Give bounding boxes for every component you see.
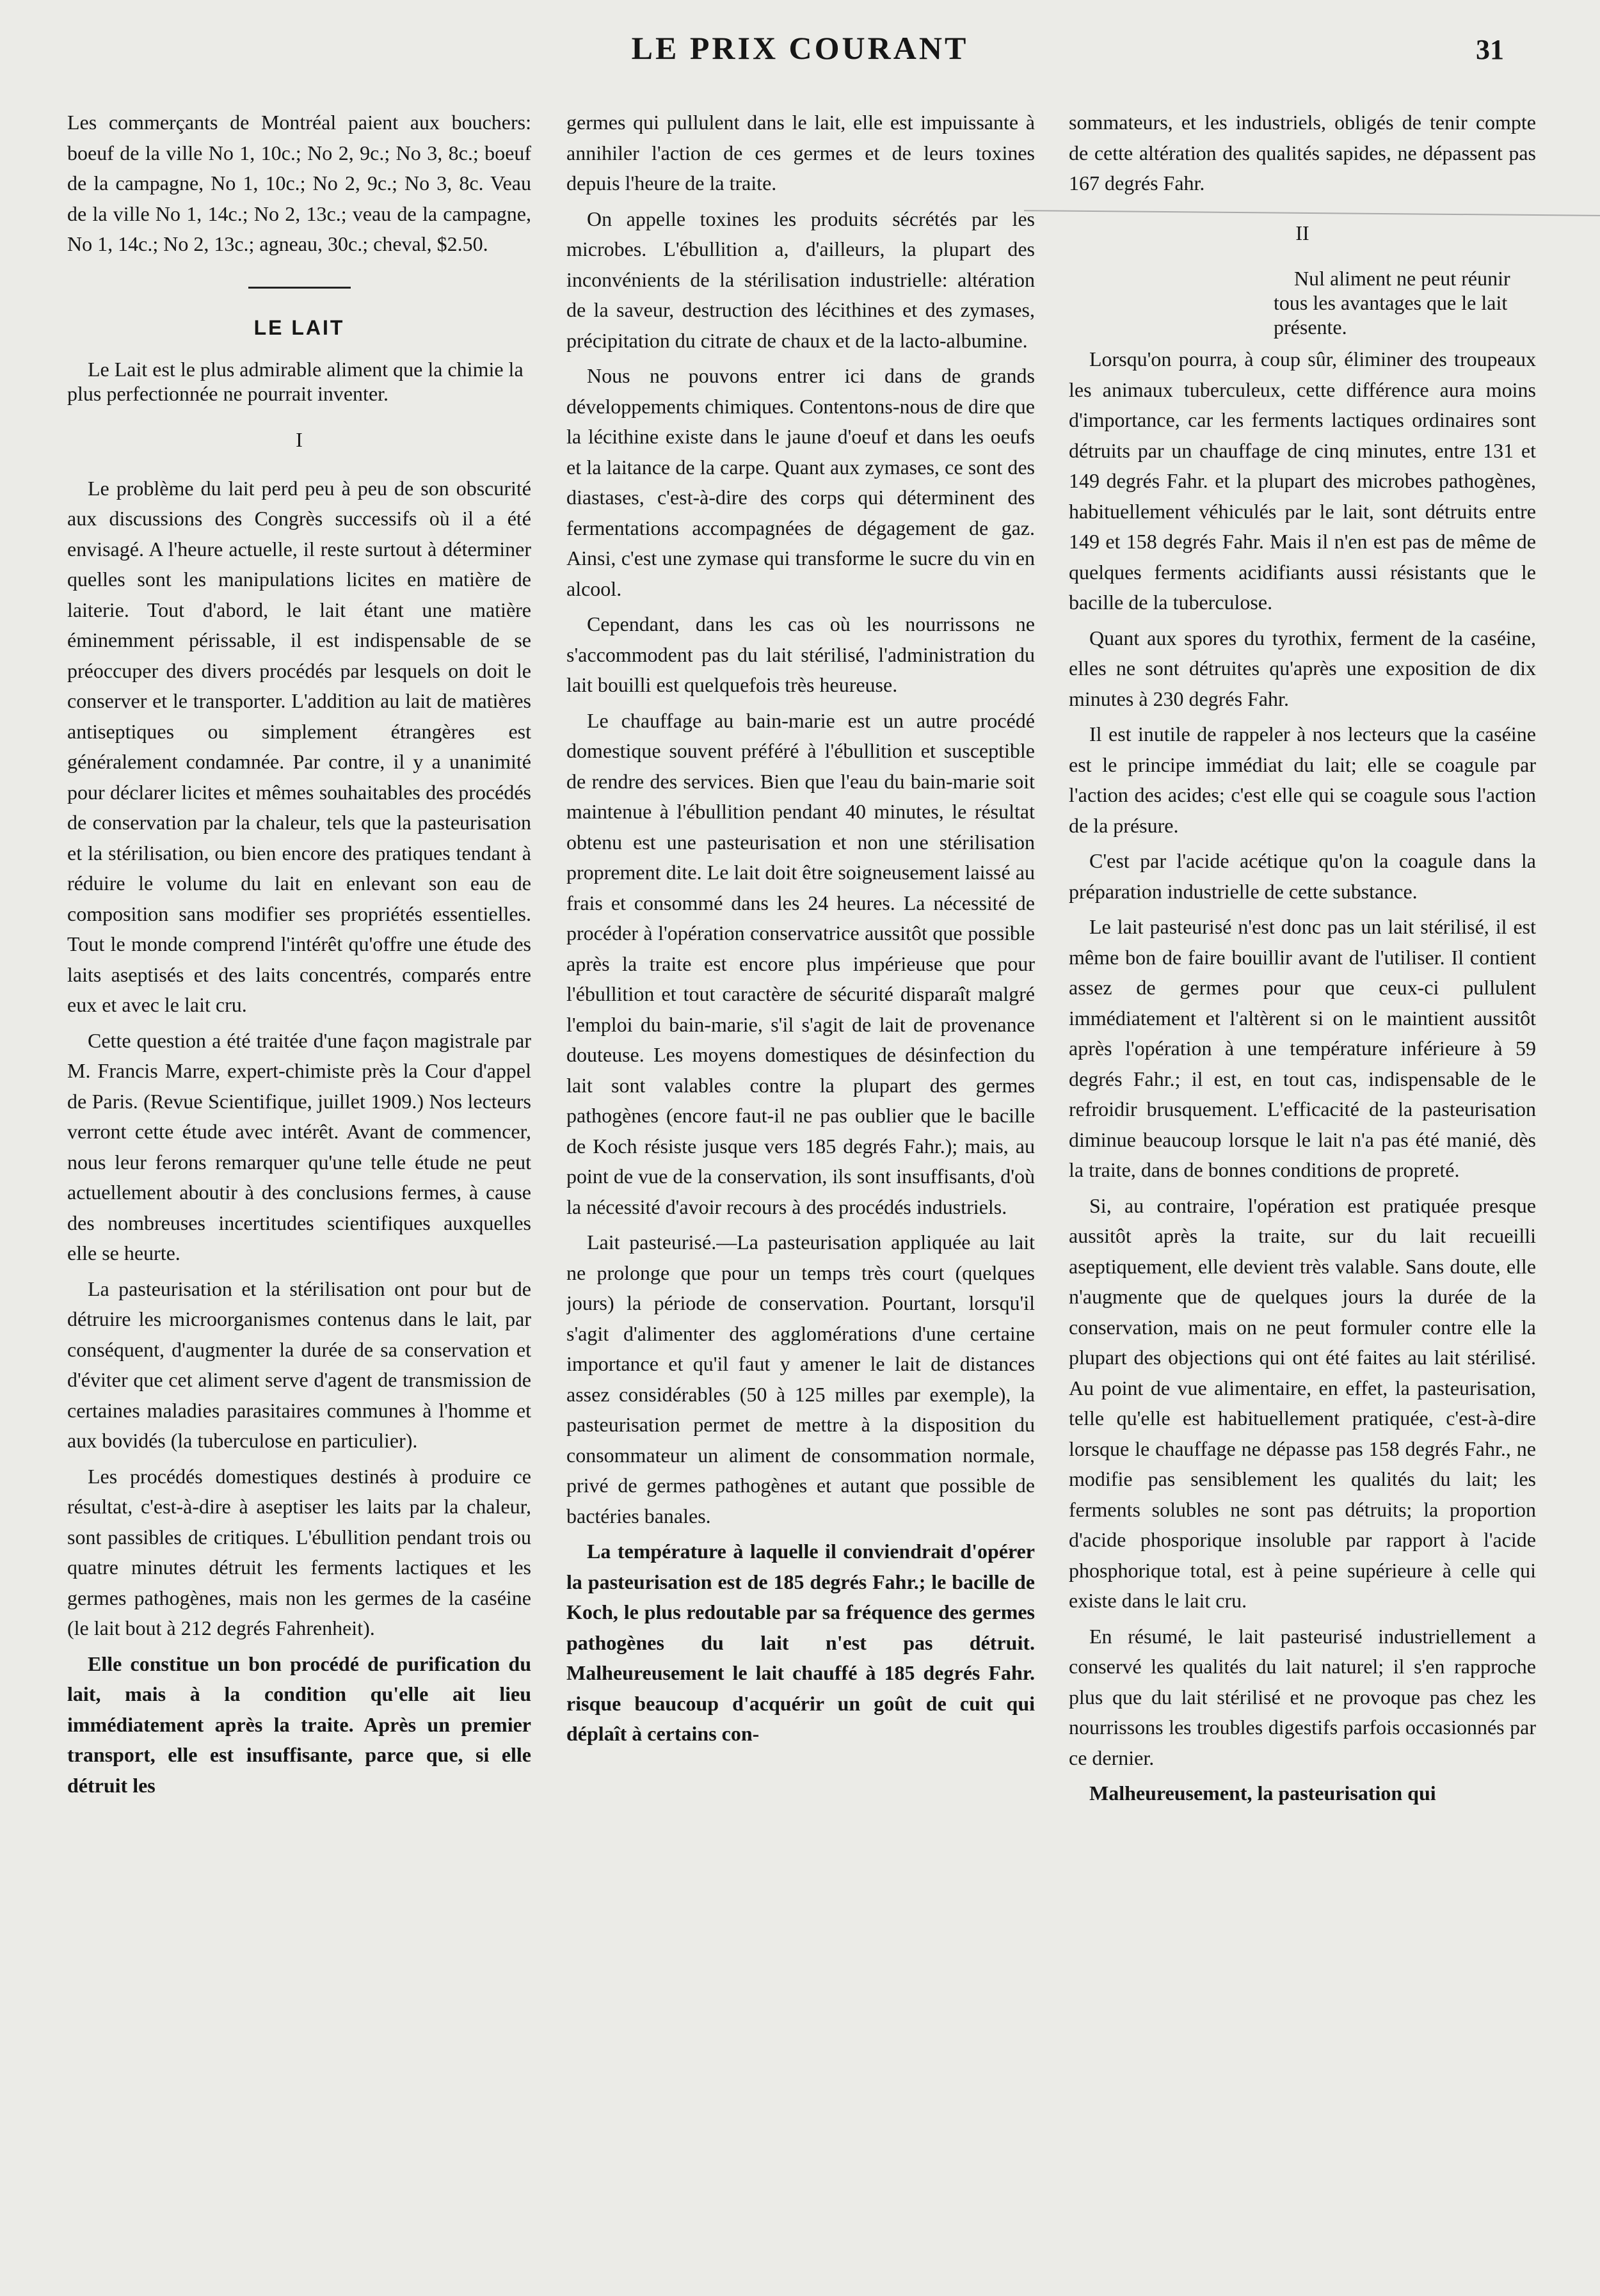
paragraph: Cette question a été traitée d'une façon magistrale par M. Francis Marre, expert-chimiste près la Cour d'appel de Paris. (Revue Scientifique, juillet 1909.) Nos lecteurs verront cette étude avec intérêt. Avant de commencer, nous leur ferons remarquer qu'une telle étude ne peut actuellement aboutir à des conclusions fermes, à cause des nombreuses incertitudes scientifiques auxquelles elle se heurte. <box>67 1028 531 1264</box>
paragraph: sommateurs, et les industriels, obligés de tenir compte de cette altération des qualités sapides, ne dépassent pas 167 degrés Fahr. <box>1069 111 1536 195</box>
paragraph: Le lait pasteurisé n'est donc pas un lait stérilisé, il est même bon de faire bouillir avant de l'utiliser. Il contient assez de germes pour que ceux-ci pullulent immédiatement et l'altèrent si on le maintient aussitôt après l'opération à une température inférieure à 59 degrés Fahr.; il est, en tout cas, indispensable de le refroidir brusquement. L'efficacité de la pasteurisation diminue beaucoup lorsque le lait n'a pas été manié, dès la traite, dans de bonnes conditions de propreté. <box>1069 915 1536 1181</box>
paragraph: Cependant, dans les cas où les nourrissons ne s'accommodent pas du lait stérilisé, l'administration du lait bouilli est quelquefois très heureuse. <box>566 612 1035 696</box>
running-title: LE PRIX COURANT <box>631 30 969 66</box>
paragraph: Elle constitue un bon procédé de purification du lait, mais à la condition qu'elle ait lieu immédiatement après la traite. Après un premier transport, elle est insuffisante, parce que, si elle détruit les <box>67 1652 531 1797</box>
paragraph: Le problème du lait perd peu à peu de son obscurité aux discussions des Congrès successifs où il a été envisagé. A l'heure actuelle, il reste surtout à déterminer quelles sont les manipulations licites en matière de laiterie. Tout d'abord, le lait étant une matière éminemment périssable, il est indispensable de se préoccuper des divers procédés par lesquels on doit le conserver et le transporter. L'addition au lait de matières antiseptiques ou simplement étrangères est généralement condamnée. Par contre, il y a unanimité pour déclarer licites et mêmes souhaitables des procédés de conservation par la chaleur, tels que la pasteurisation et la stérilisation, ou bien encore des pratiques tendant à réduire le volume du lait en enlevant son eau de composition sans modifier ses propriétés essentielles. Tout le monde comprend l'intérêt qu'offre une étude des laits aseptisés et des laits concentrés, comparés entre eux et avec le lait cru. <box>67 476 531 1016</box>
column-right <box>1069 108 1536 2277</box>
paragraph: Lorsqu'on pourra, à coup sûr, éliminer des troupeaux les animaux tuberculeux, cette différence aura moins d'importance, car les ferments lactiques ordinaires sont détruits par un chauffage de cinq minutes, entre 131 et 149 degrés Fahr. et la plupart des microbes pathogènes, habituellement véhiculés par le lait, sont détruits entre 149 et 158 degrés Fahr. Mais il n'en est pas de même de quelques ferments acidifiants aussi résistants que le bacille de la tuberculose. <box>1069 347 1536 614</box>
section-divider <box>248 287 351 289</box>
column-middle <box>566 108 1035 2277</box>
paragraph: germes qui pullulent dans le lait, elle est impuissante à annihiler l'action de ces germes et de leurs toxines depuis l'heure de la traite. <box>566 111 1035 195</box>
section-epigraph: Nul aliment ne peut réunir tous les avantages que le lait présente. <box>1274 267 1510 339</box>
paragraph: Il est inutile de rappeler à nos lecteurs que la caséine est le principe immédiat du lait; elle se coagule par l'action des acides; c'est elle qui se coagule sous l'action de la présure. <box>1069 722 1536 837</box>
paragraph: Malheureusement, la pasteurisation qui <box>1089 1782 1436 1805</box>
paragraph: Nous ne pouvons entrer ici dans de grands développements chimiques. Contentons-nous de dire que la lécithine existe dans le jaune d'oeuf et dans les oeufs et la laitance de la carpe. Quant aux zymases, ce sont des diastases, c'est-à-dire des corps qui déterminent des fermentations accompagnées de dégagement de gaz. Ainsi, c'est une zymase qui transforme le sucre du vin en alcool. <box>566 364 1035 600</box>
paragraph: Quant aux spores du tyrothix, ferment de la caséine, elles ne sont détruites qu'après une exposition de dix minutes à 230 degrés Fahr. <box>1069 626 1536 710</box>
paragraph: Si, au contraire, l'opération est pratiquée presque aussitôt après la traite, sur du lait recueilli aseptiquement, elle devient très valable. Sans doute, elle n'augmente que de quelques jours la durée de la conservation, mais on ne peut formuler contre elle la plupart des objections qui ont été faites au lait stérilisé. Au point de vue alimentaire, en effet, la pasteurisation, telle qu'elle est habituellement pratiquée, c'est-à-dire lorsque le chauffage ne dépasse pas 158 degrés Fahr., ne modifie pas sensiblement les qualités du lait; les ferments solubles ne sont pas détruits; la proportion d'acide phosporique insoluble par rapport à l'acide phosphorique total, est à peine supérieure à celle qui existe dans le lait cru. <box>1069 1193 1536 1612</box>
paragraph: Les procédés domestiques destinés à produire ce résultat, c'est-à-dire à aseptiser les laits par la chaleur, sont passibles de critiques. L'ébullition pendant trois ou quatre minutes détruit les ferments lactiques et les germes pathogènes, mais non les germes de la caséine (le lait bout à 212 degrés Fahrenheit). <box>67 1464 531 1639</box>
paragraph: La température à laquelle il conviendrait d'opérer la pasteurisation est de 185 degrés Fahr.; le bacille de Koch, le plus redoutable par sa fréquence des germes pathogènes du lait n'est pas détruit. Malheureusement le lait chauffé à 185 degrés Fahr. risque beaucoup d'acquérir un goût de cuit qui déplaît à certains con- <box>566 1540 1035 1745</box>
section-number-2: II <box>1295 221 1309 244</box>
article-epigraph: Le Lait est le plus admirable aliment que la chimie la plus perfectionnée ne pourrait inventer. <box>67 358 524 405</box>
paragraph: En résumé, le lait pasteurisé industriellement a conservé les qualités du lait naturel; il s'en rapproche plus que du lait stérilisé et ne provoque pas chez les nourrissons les troubles digestifs parfois occasionnés par ce dernier. <box>1069 1624 1536 1769</box>
paragraph: Lait pasteurisé.—La pasteurisation appliquée au lait ne prolonge que pour un temps très court (quelques jours) la période de conservation. Pourtant, lorsqu'il s'agit d'alimenter des agglomérations d'une certaine importance et qu'il faut y amener le lait de distances assez considérables (50 à 125 milles par exemple), la pasteurisation permet de mettre à la disposition du consommateur un aliment de consommation normale, privé de germes pathogènes et autant que possible de bactéries banales. <box>566 1231 1035 1527</box>
paragraph: C'est par l'acide acétique qu'on la coagule dans la préparation industrielle de cette substance. <box>1069 849 1536 903</box>
page-header <box>0 26 1600 90</box>
section-number-1: I <box>296 428 303 451</box>
page-number: 31 <box>1476 34 1504 65</box>
paragraph: On appelle toxines les produits sécrétés par les microbes. L'ébullition a, d'ailleurs, la plupart des inconvénients de la stérilisation industrielle: altération de la saveur, destruction des lécithines et des zymases, précipitation du citrate de chaux et de la lacto-albumine. <box>566 207 1035 352</box>
article-title: LE LAIT <box>253 315 345 339</box>
paragraph: La pasteurisation et la stérilisation ont pour but de détruire les microorganismes contenus dans le lait, par conséquent, d'augmenter la durée de sa conservation et d'éviter que cet aliment serve d'agent de transmission de certaines maladies parasitaires communes à l'homme et aux bovidés (la tuberculose en particulier). <box>67 1277 531 1452</box>
meat-prices-paragraph: Les commerçants de Montréal paient aux bouchers: boeuf de la ville No 1, 10c.; No 2, 9c.; No 3, 8c.; boeuf de la campagne, No 1, 10c.; No 2, 9c.; No 3, 8c. Veau de la ville No 1, 14c.; No 2, 13c.; veau de la campagne, No 1, 14c.; No 2, 13c.; agneau, 30c.; cheval, $2.50. <box>67 111 531 255</box>
column-left <box>67 108 531 2277</box>
paragraph: Le chauffage au bain-marie est un autre procédé domestique souvent préféré à l'ébullition et susceptible de rendre des services. Bien que l'eau du bain-marie soit maintenue à l'ébullition pendant 40 minutes, le résultat obtenu est une pasteurisation et non une stérilisation proprement dite. Le lait doit être soigneusement laissé au frais et consommé dans les 24 heures. La nécessité de procéder à l'opération conservatrice aussitôt que possible après la traite est encore plus impérieuse que pour l'ébullition et tout caractère de sécurité disparaît malgré l'emploi du bain-marie, s'il s'agit de lait de provenance douteuse. Les moyens domestiques de désinfection du lait sont valables contre la plupart des germes pathogènes (encore faut-il ne pas oublier que le bacille de Koch résiste jusque vers 185 degrés Fahr.); mais, au point de vue de la conservation, ils sont insuffisants, d'où la nécessité d'avoir recours à des procédés industriels. <box>566 708 1035 1218</box>
